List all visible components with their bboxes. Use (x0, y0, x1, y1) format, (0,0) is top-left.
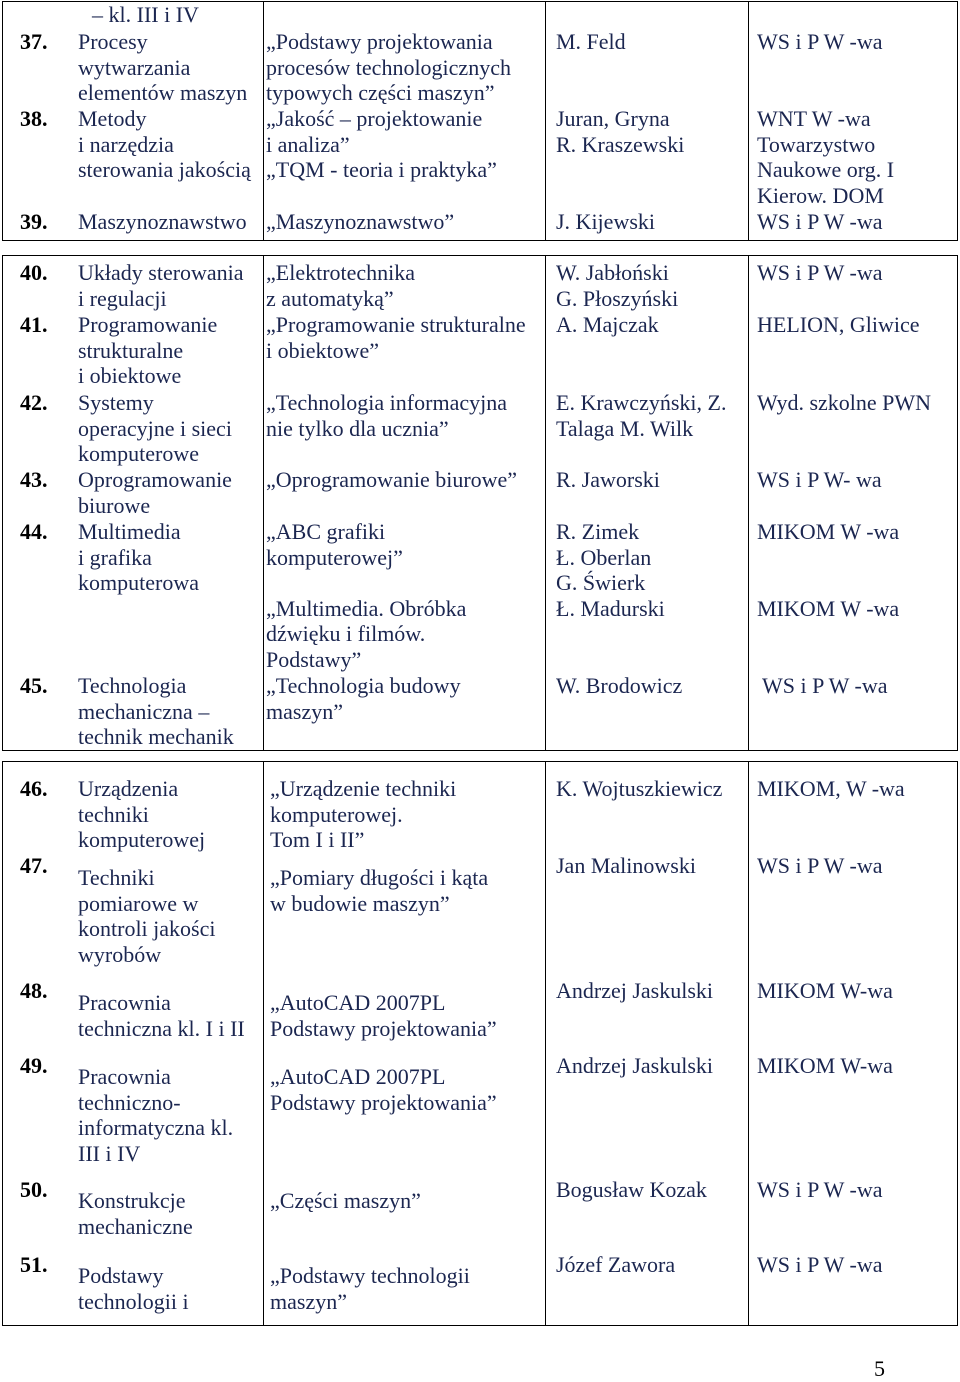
row-number: 40. (20, 260, 48, 285)
book-publisher: MIKOM W-wa (757, 978, 893, 1003)
book-title: „Maszynoznawstwo” (266, 209, 455, 234)
table-row (0, 106, 960, 208)
column-divider (263, 762, 264, 1325)
book-author: K. Wojtuszkiewicz (556, 776, 723, 801)
book-publisher: WS i P W -wa (757, 853, 883, 878)
column-divider (263, 256, 264, 750)
column-divider (748, 2, 749, 240)
book-title: „AutoCAD 2007PL Podstawy projektowania” (270, 1064, 497, 1115)
row-number: 37. (20, 29, 48, 54)
subject-name: Urządzenia techniki komputerowej (78, 776, 206, 852)
book-publisher: HELION, Gliwice (757, 312, 920, 337)
subject-name: Pracownia techniczna kl. I i II (78, 990, 245, 1041)
book-publisher: WS i P W -wa (762, 673, 888, 698)
book-title: „ABC grafiki komputerowej” „Multimedia. Obróbka dźwięku i filmów. Podstawy” (266, 519, 467, 672)
table-row (0, 209, 960, 234)
row-number: 49. (20, 1053, 48, 1078)
table-row (0, 260, 960, 311)
table-row (0, 1053, 960, 1166)
row-number: 41. (20, 312, 48, 337)
subject-name: – kl. III i IV (92, 2, 199, 27)
row-number: 47. (20, 853, 48, 878)
row-number: 45. (20, 673, 48, 698)
book-title: „Pomiary długości i kąta w budowie maszyn” (270, 865, 489, 916)
table-row (0, 776, 960, 852)
book-author: Józef Zawora (556, 1252, 676, 1277)
table-row-continuation (0, 2, 960, 27)
table-row (0, 1177, 960, 1239)
book-title: „AutoCAD 2007PL Podstawy projektowania” (270, 990, 497, 1041)
book-publisher: WS i P W -wa (757, 29, 883, 54)
book-author: Juran, Gryna R. Kraszewski (556, 106, 685, 157)
book-publisher: Wyd. szkolne PWN (757, 390, 932, 415)
table-row (0, 312, 960, 388)
book-title: „Części maszyn” (270, 1188, 421, 1213)
subject-name: Techniki pomiarowe w kontroli jakości wyrobów (78, 865, 216, 967)
subject-name: Konstrukcje mechaniczne (78, 1188, 193, 1239)
subject-name: Multimedia i grafika komputerowa (78, 519, 199, 595)
subject-name: Procesy wytwarzania elementów maszyn (78, 29, 248, 105)
table-row (0, 29, 960, 105)
row-number: 51. (20, 1252, 48, 1277)
book-author: A. Majczak (556, 312, 659, 337)
book-publisher: WS i P W -wa (757, 1177, 883, 1202)
row-number: 38. (20, 106, 48, 131)
book-author: W. Jabłoński G. Płoszyński (556, 260, 679, 311)
subject-name: Programowanie strukturalne i obiektowe (78, 312, 218, 388)
table-row (0, 519, 960, 672)
book-author: E. Krawczyński, Z. Talaga M. Wilk (556, 390, 727, 441)
book-publisher: MIKOM W -wa MIKOM W -wa (757, 519, 900, 621)
table-row (0, 467, 960, 518)
book-author: R. Zimek Ł. Oberlan G. Świerk Ł. Madurski (556, 519, 665, 621)
subject-name: Technologia mechaniczna – technik mechanik (78, 673, 234, 749)
book-author: J. Kijewski (556, 209, 655, 234)
book-title: „Elektrotechnika z automatyką” (266, 260, 416, 311)
book-title: „Urządzenie techniki komputerowej. Tom I i II” (270, 776, 457, 852)
book-title: „Jakość – projektowanie i analiza” „TQM - teoria i praktyka” (266, 106, 497, 182)
row-number: 50. (20, 1177, 48, 1202)
book-author: W. Brodowicz (556, 673, 683, 698)
column-divider (748, 762, 749, 1325)
column-divider (545, 256, 546, 750)
subject-name: Pracownia techniczno- informatyczna kl. III i IV (78, 1064, 234, 1166)
book-title: „Oprogramowanie biurowe” (266, 467, 518, 492)
book-title: „Programowanie strukturalne i obiektowe” (266, 312, 526, 363)
table-row (0, 673, 960, 749)
book-author: Bogusław Kozak (556, 1177, 707, 1202)
page-number: 5 (874, 1356, 885, 1381)
subject-name: Układy sterowania i regulacji (78, 260, 244, 311)
book-author: Andrzej Jaskulski (556, 1053, 714, 1078)
book-author: M. Feld (556, 29, 626, 54)
table-row (0, 978, 960, 1041)
book-author: R. Jaworski (556, 467, 660, 492)
column-divider (545, 762, 546, 1325)
subject-name: Metody i narzędzia sterowania jakością (78, 106, 251, 182)
column-divider (263, 2, 264, 240)
book-publisher: WNT W -wa Towarzystwo Naukowe org. I Kierow. DOM (757, 106, 895, 208)
column-divider (545, 2, 546, 240)
subject-name: Systemy operacyjne i sieci komputerowe (78, 390, 232, 466)
table-row (0, 853, 960, 967)
book-publisher: MIKOM, W -wa (757, 776, 905, 801)
column-divider (748, 256, 749, 750)
book-publisher: WS i P W -wa (757, 260, 883, 285)
book-title: „Technologia informacyjna nie tylko dla ucznia” (266, 390, 507, 441)
row-number: 42. (20, 390, 48, 415)
row-number: 43. (20, 467, 48, 492)
book-publisher: WS i P W -wa (757, 209, 883, 234)
book-title: „Podstawy projektowania procesów technologicznych typowych części maszyn” (266, 29, 511, 105)
row-number: 48. (20, 978, 48, 1003)
book-publisher: MIKOM W-wa (757, 1053, 893, 1078)
subject-name: Maszynoznawstwo (78, 209, 247, 234)
book-author: Jan Malinowski (556, 853, 696, 878)
book-title: „Technologia budowy maszyn” (266, 673, 461, 724)
table-row (0, 390, 960, 466)
book-publisher: WS i P W- wa (757, 467, 882, 492)
subject-name: Oprogramowanie biurowe (78, 467, 232, 518)
row-number: 39. (20, 209, 48, 234)
subject-name: Podstawy technologii i (78, 1263, 189, 1314)
row-number: 46. (20, 776, 48, 801)
table-row (0, 1252, 960, 1314)
book-publisher: WS i P W -wa (757, 1252, 883, 1277)
book-author: Andrzej Jaskulski (556, 978, 714, 1003)
row-number: 44. (20, 519, 48, 544)
book-title: „Podstawy technologii maszyn” (270, 1263, 470, 1314)
